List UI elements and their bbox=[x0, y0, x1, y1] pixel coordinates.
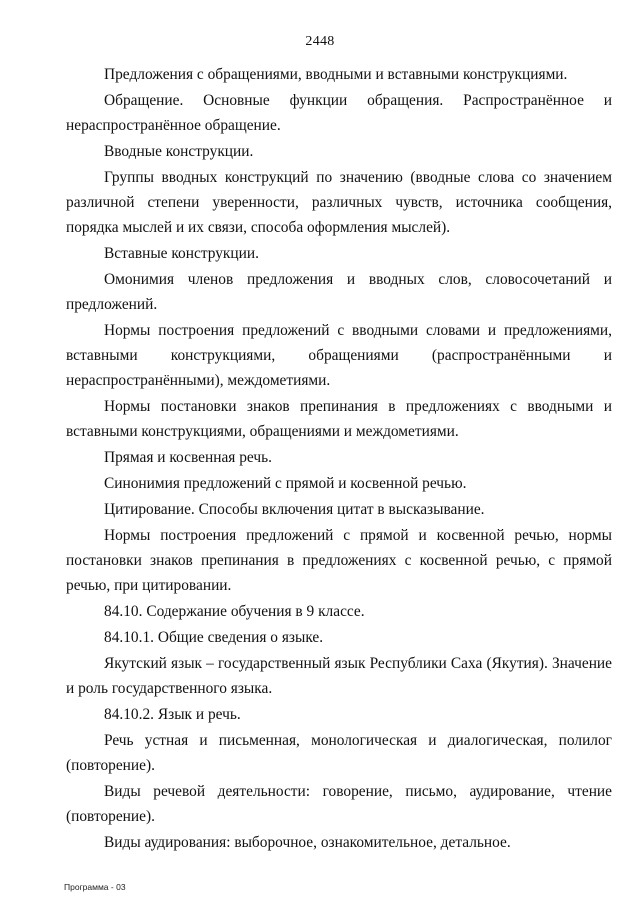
page-number: 2448 bbox=[305, 34, 335, 49]
paragraph: Речь устная и письменная, монологическая и диалогическая, полилог (повторение). bbox=[66, 732, 612, 774]
subsection-heading: 84.10.2. Язык и речь. bbox=[104, 706, 241, 723]
paragraph: Нормы построения предложений с вводными словами и предложениями, вставными конструкциями, обращениями (распространёнными и нераспространёнными), междометиями. bbox=[66, 322, 612, 389]
paragraph: Нормы постановки знаков препинания в предложениях с вводными и вставными конструкциями, обращениями и междометиями. bbox=[66, 398, 612, 440]
paragraph: Омонимия членов предложения и вводных слов, словосочетаний и предложений. bbox=[66, 271, 612, 313]
paragraph: Якутский язык – государственный язык Республики Саха (Якутия). Значение и роль государственного языка. bbox=[66, 655, 612, 697]
paragraph: Синонимия предложений с прямой и косвенной речью. bbox=[104, 475, 467, 492]
page-footer: Программа - 03 bbox=[64, 882, 126, 892]
paragraph: Нормы построения предложений с прямой и косвенной речью, нормы постановки знаков препинания в предложениях с косвенной речью, с прямой речью, при цитировании. bbox=[66, 527, 612, 594]
paragraph: Группы вводных конструкций по значению (вводные слова со значением различной степени уверенности, различных чувств, источника сообщения, порядка мыслей и их связи, способа оформления мыслей). bbox=[66, 169, 612, 236]
paragraph: Виды аудирования: выборочное, ознакомительное, детальное. bbox=[104, 834, 511, 851]
paragraph: Виды речевой деятельности: говорение, письмо, аудирование, чтение (повторение). bbox=[66, 783, 612, 825]
paragraph: Цитирование. Способы включения цитат в высказывание. bbox=[104, 501, 485, 518]
paragraph: Вставные конструкции. bbox=[104, 245, 259, 262]
paragraph: Прямая и косвенная речь. bbox=[104, 449, 272, 466]
section-heading: 84.10. Содержание обучения в 9 классе. bbox=[104, 603, 365, 620]
subsection-heading: 84.10.1. Общие сведения о языке. bbox=[104, 629, 324, 646]
paragraph: Обращение. Основные функции обращения. Распространённое и нераспространённое обращение. bbox=[66, 92, 612, 134]
paragraph: Вводные конструкции. bbox=[104, 143, 254, 160]
document-body bbox=[66, 62, 612, 856]
paragraph: Предложения с обращениями, вводными и вставными конструкциями. bbox=[104, 66, 568, 83]
